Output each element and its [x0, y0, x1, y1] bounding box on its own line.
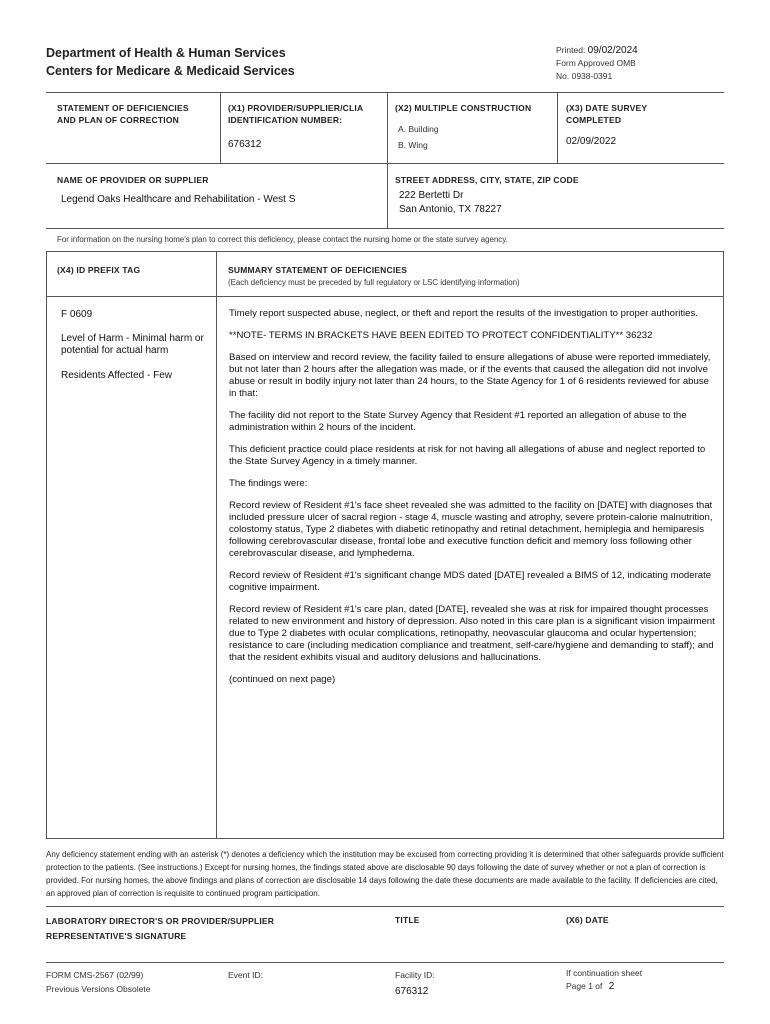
address-line1: 222 Bertetti Dr — [399, 190, 464, 201]
previous-versions: Previous Versions Obsolete — [46, 984, 151, 994]
form-number: FORM CMS-2567 (02/99) — [46, 970, 144, 980]
agency-subname: Centers for Medicare & Medicaid Services — [46, 64, 295, 78]
x3-label: (X3) DATE SURVEY COMPLETED — [566, 103, 648, 125]
provider-name: Legend Oaks Healthcare and Rehabilitation - West S — [61, 194, 296, 205]
summary-paragraph: Based on interview and record review, the facility failed to ensure allegations of abuse were reported immediately, but not later than 2 hours after the allegation was made, or if the events that caused the allegation did not involve abuse or result in bodily injury not later than 24 hours, to the State Agency for 1 of 6 residents reviewed for abuse in that: — [229, 352, 711, 399]
page-indicator — [566, 981, 614, 992]
x3-value: 02/09/2022 — [566, 136, 617, 147]
x2-label: (X2) MULTIPLE CONSTRUCTION — [395, 103, 532, 113]
summary-sub: (Each deficiency must be preceded by full regulatory or LSC identifying information) — [228, 278, 520, 287]
page-label: Page 1 of — [566, 981, 603, 991]
info-line: For information on the nursing home's plan to correct this deficiency, please contact the nursing home or the state survey agency. — [57, 235, 508, 244]
signature-label: LABORATORY DIRECTOR'S OR PROVIDER/SUPPLIER REPRESENTATIVE'S SIGNATURE — [46, 916, 275, 941]
signature-divider — [46, 906, 724, 907]
form-approved: Form Approved OMB — [556, 58, 636, 68]
summary-paragraph: The facility did not report to the State Survey Agency that Resident #1 reported an allegation of abuse to the administration within 2 hours of the incident. — [229, 410, 687, 433]
id-prefix-tag: F 0609 — [61, 309, 93, 320]
residents-affected: Residents Affected - Few — [61, 370, 172, 381]
x1-value: 676312 — [228, 139, 262, 150]
x2-wing: B. Wing — [398, 140, 428, 150]
summary-paragraph: Record review of Resident #1's face sheet revealed she was admitted to the facility on [DATE] with diagnoses that included pressure ulcer of sacral region - stage 4, muscle wasting and atrophy, severe protein-calorie malnutrition, colostomy status, Type 2 diabetes with diabetic retinopathy and retinal detachment, hemiplegia and hemiparesis following cerebrovascular disease, frontal lobe and executive function deficit and memory loss following other cerebrovascular disease, and lymphedema. — [229, 500, 713, 559]
x4-label: (X4) ID PREFIX TAG — [57, 265, 141, 275]
summary-paragraph: This deficient practice could place residents at risk for not having all allegations of abuse and neglect reported to the State Survey Agency in a timely manner. — [229, 444, 706, 467]
harm-level: Level of Harm - Minimal harm or potential for actual harm — [61, 333, 204, 356]
address-line2: San Antonio, TX 78227 — [399, 204, 502, 215]
facility-id-label: Facility ID: — [395, 970, 435, 980]
printed-info — [556, 45, 638, 56]
facility-id-value: 676312 — [395, 986, 429, 997]
disclaimer-text: Any deficiency statement ending with an asterisk (*) denotes a deficiency which the institution may be excused from correcting providing it is determined that other safeguards provide sufficient protection to the patients. (See instructions.) Except for nursing homes, the findings stated above are disclosable 90 days following the date of survey whether or not a plan of correction is provided. For nursing homes, the above findings and plans of correction are disclosable 14 days following the date these documents are made available to the facility. If deficiencies are cited, an approved plan of correction is requisite to continued program participation. — [46, 850, 724, 898]
summary-paragraph: The findings were: — [229, 478, 308, 489]
event-id-label: Event ID: — [228, 970, 263, 980]
address-label: STREET ADDRESS, CITY, STATE, ZIP CODE — [395, 175, 579, 185]
printed-label: Printed: — [556, 45, 586, 55]
title-label: TITLE — [395, 915, 420, 925]
summary-label: SUMMARY STATEMENT OF DEFICIENCIES — [228, 265, 408, 275]
summary-body — [229, 308, 716, 696]
continued-note: (continued on next page) — [229, 674, 336, 685]
footer-divider — [46, 962, 724, 963]
page-total: 2 — [608, 981, 615, 992]
provider-label: NAME OF PROVIDER OR SUPPLIER — [57, 175, 209, 185]
statement-label: STATEMENT OF DEFICIENCIES AND PLAN OF CORRECTION — [57, 103, 189, 125]
omb-number: No. 0938-0391 — [556, 71, 613, 81]
agency-name: Department of Health & Human Services — [46, 46, 286, 60]
summary-paragraph: Timely report suspected abuse, neglect, or theft and report the results of the investigation to proper authorities. — [229, 308, 698, 319]
summary-paragraph: Record review of Resident #1's care plan, dated [DATE], revealed she was at risk for impaired thought processes related to new environment and history of depression. Also noted in this care plan is a significant vision impairment due to Type 2 diabetes with ocular complications, retinopathy, neovascular glaucoma and ocular hypertension; resistance to care (including medication compliance and treatment, self-care/hygiene and demanding to staff); and that the resident exhibits visual and auditory delusions and hallucinations. — [229, 604, 715, 663]
x2-building: A. Building — [398, 124, 439, 134]
summary-paragraph: Record review of Resident #1's significant change MDS dated [DATE] revealed a BIMS of 12, indicating moderate cognitive impairment. — [229, 570, 712, 593]
summary-paragraph: **NOTE- TERMS IN BRACKETS HAVE BEEN EDITED TO PROTECT CONFIDENTIALITY** 36232 — [229, 330, 653, 341]
x1-label: (X1) PROVIDER/SUPPLIER/CLIA IDENTIFICATION NUMBER: — [228, 103, 364, 125]
date-label: (X6) DATE — [566, 915, 609, 925]
continuation-label: If continuation sheet — [566, 968, 643, 978]
printed-date: 09/02/2024 — [587, 45, 638, 56]
